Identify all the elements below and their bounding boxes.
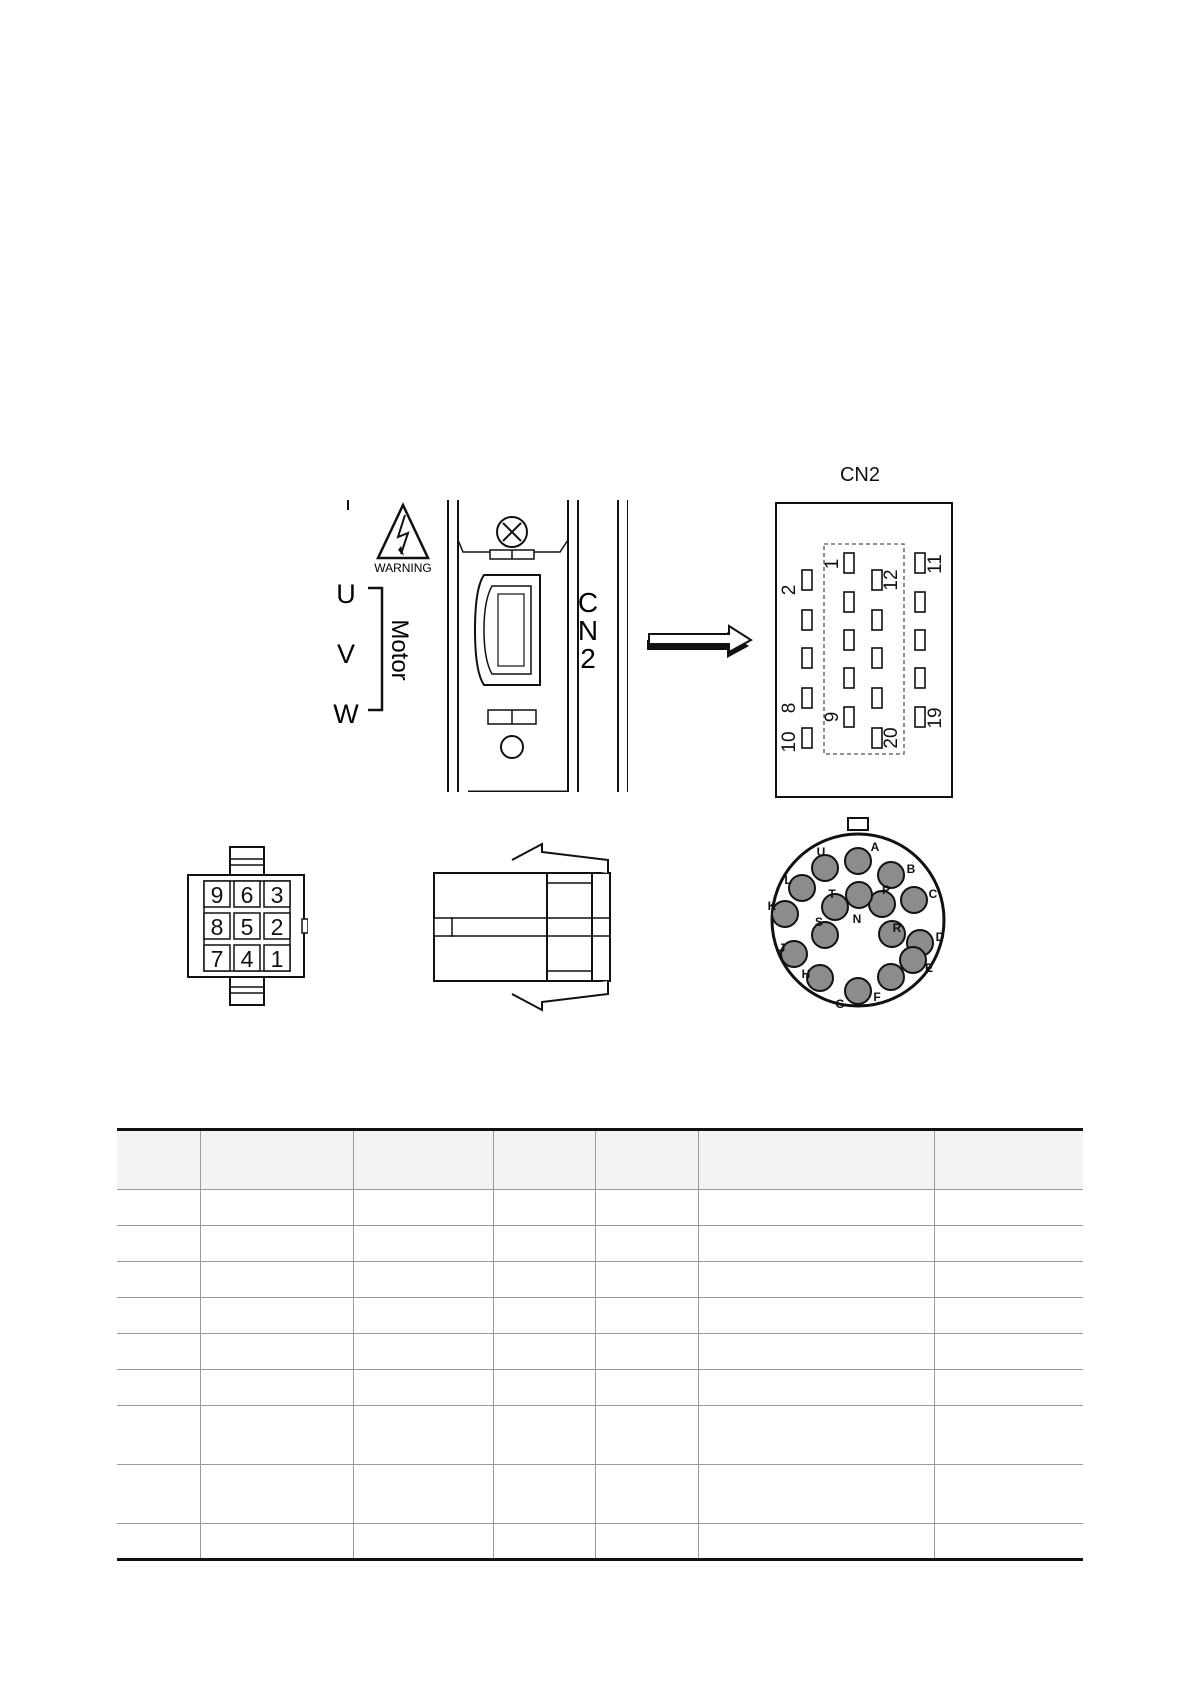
table-cell (200, 1406, 353, 1465)
table-header-cell (934, 1130, 1083, 1190)
table-cell (595, 1524, 698, 1560)
circular-connector (764, 816, 954, 1010)
table-cell (353, 1406, 493, 1465)
arrow-right-icon (645, 616, 755, 670)
circular-pin-label: J (778, 941, 786, 955)
circular-pin-c (901, 887, 927, 913)
table-cell (493, 1226, 595, 1262)
table-cell (117, 1226, 200, 1262)
table-cell (200, 1190, 353, 1226)
terminal-u-label: U (336, 579, 356, 609)
table-cell (698, 1370, 934, 1406)
table-cell (698, 1190, 934, 1226)
cn2-pin-12-label: 12 (881, 569, 902, 591)
table-cell (117, 1370, 200, 1406)
table-cell (200, 1226, 353, 1262)
table-cell (117, 1298, 200, 1334)
circular-pin-label: E (924, 961, 934, 975)
table-cell (493, 1298, 595, 1334)
table-cell (595, 1406, 698, 1465)
table-row (117, 1226, 1083, 1262)
cn2-letter-n: N (577, 615, 599, 646)
table-cell (934, 1190, 1083, 1226)
circular-pin-label: P (881, 883, 891, 897)
plug-pin-8: 8 (210, 914, 224, 940)
table-row (117, 1370, 1083, 1406)
plug-pin-4: 4 (240, 946, 254, 972)
cn2-letter-c: C (577, 587, 599, 618)
table-header-cell (200, 1130, 353, 1190)
power-plug-side-view (432, 838, 618, 1012)
circular-pin-label: N (852, 912, 862, 926)
circular-pin-label: T (828, 887, 836, 901)
table-row (117, 1262, 1083, 1298)
table-row (117, 1406, 1083, 1465)
cn2-pin-9-label: 9 (822, 711, 843, 723)
table-row (117, 1524, 1083, 1560)
lower-latch (468, 710, 568, 792)
circular-pin-label: F (873, 990, 881, 1004)
table-row (117, 1465, 1083, 1524)
table-cell (934, 1298, 1083, 1334)
table-cell (595, 1334, 698, 1370)
table-row (117, 1190, 1083, 1226)
cn2-pin-19-label: 19 (925, 707, 946, 729)
screw-icon (490, 517, 534, 559)
table-cell (117, 1190, 200, 1226)
warning-triangle-icon (378, 505, 428, 558)
table-cell (200, 1334, 353, 1370)
table-cell (595, 1298, 698, 1334)
table-cell (493, 1465, 595, 1524)
circular-pin-f (878, 964, 904, 990)
table-cell (698, 1524, 934, 1560)
table-cell (493, 1262, 595, 1298)
terminal-v-label: V (336, 639, 356, 669)
circular-pin-label: D (935, 930, 945, 944)
circular-pin-label: L (784, 873, 792, 887)
table-cell (353, 1226, 493, 1262)
motor-label: Motor (386, 619, 413, 681)
circular-pin-label: H (801, 967, 811, 981)
table-cell (698, 1406, 934, 1465)
table-cell (595, 1370, 698, 1406)
plug-pin-1: 1 (270, 946, 284, 972)
circular-pin-label: U (816, 845, 826, 859)
table-cell (117, 1465, 200, 1524)
table-row (117, 1298, 1083, 1334)
cn2-pin-10-label: 10 (779, 731, 800, 753)
table-cell (200, 1524, 353, 1560)
table-cell (353, 1298, 493, 1334)
circular-pin-h (807, 965, 833, 991)
table-cell (934, 1465, 1083, 1524)
table-cell (353, 1370, 493, 1406)
table-cell (117, 1406, 200, 1465)
table-cell (698, 1298, 934, 1334)
circular-pin-label: K (767, 899, 777, 913)
circular-pin-label: S (814, 915, 824, 929)
table-cell (595, 1262, 698, 1298)
table-cell (698, 1334, 934, 1370)
table-cell (117, 1262, 200, 1298)
table-header-cell (595, 1130, 698, 1190)
cn2-pin-20-label: 20 (881, 727, 902, 749)
table-cell (353, 1334, 493, 1370)
table-cell (934, 1262, 1083, 1298)
cn2-pin-11-label: 11 (925, 554, 946, 574)
circular-pin-label: G (835, 997, 845, 1010)
table-header-cell (353, 1130, 493, 1190)
cn2-socket (475, 575, 540, 685)
terminal-w-label: W (333, 699, 359, 729)
circular-pin-label: C (928, 887, 938, 901)
pin-table (117, 1128, 1083, 1561)
circular-pin-l (789, 875, 815, 901)
plug-pin-6: 6 (240, 882, 254, 908)
cn2-pinout-title: CN2 (839, 464, 880, 486)
table-cell (353, 1465, 493, 1524)
circular-pin-label: R (892, 921, 902, 935)
circular-pin-label: A (870, 840, 880, 854)
cn2-pin-2-label: 2 (779, 584, 800, 596)
circular-pin-e (900, 947, 926, 973)
table-cell (698, 1226, 934, 1262)
table-cell (493, 1334, 595, 1370)
table-cell (353, 1262, 493, 1298)
warning-label: WARNING (374, 561, 432, 575)
table-header-row (117, 1130, 1083, 1190)
table-header-cell (493, 1130, 595, 1190)
table-cell (493, 1524, 595, 1560)
table-cell (493, 1406, 595, 1465)
power-plug-front-view (186, 845, 308, 1007)
table-cell (595, 1190, 698, 1226)
plug-pin-9: 9 (210, 882, 224, 908)
table-cell (595, 1226, 698, 1262)
cn2-pin-1-label: 1 (822, 558, 843, 570)
table-cell (493, 1370, 595, 1406)
table-cell (698, 1262, 934, 1298)
table-cell (698, 1465, 934, 1524)
cn2-digit-2: 2 (580, 643, 596, 674)
table-cell (200, 1465, 353, 1524)
table-cell (934, 1334, 1083, 1370)
table-cell (117, 1334, 200, 1370)
plug-pin-5: 5 (240, 914, 254, 940)
table-cell (934, 1226, 1083, 1262)
circular-pin-label: B (906, 862, 916, 876)
plug-pin-3: 3 (270, 882, 284, 908)
circular-pin-a (845, 848, 871, 874)
table-cell (493, 1190, 595, 1226)
table-cell (353, 1190, 493, 1226)
drive-panel-figure (328, 500, 628, 792)
table-cell (200, 1370, 353, 1406)
table-cell (353, 1524, 493, 1560)
table-cell (934, 1370, 1083, 1406)
cn2-pin-8-label: 8 (779, 702, 800, 714)
table-cell (200, 1298, 353, 1334)
plug-pin-2: 2 (270, 914, 284, 940)
table-cell (595, 1465, 698, 1524)
circular-pin-g (845, 978, 871, 1004)
table-header-cell (117, 1130, 200, 1190)
cn2-pinout-diagram (775, 502, 953, 798)
plug-pin-7: 7 (210, 946, 224, 972)
table-header-cell (698, 1130, 934, 1190)
table-cell (934, 1524, 1083, 1560)
table-cell (200, 1262, 353, 1298)
circular-pin-n (846, 882, 872, 908)
table-cell (934, 1406, 1083, 1465)
table-cell (117, 1524, 200, 1560)
motor-bracket (368, 588, 382, 710)
table-row (117, 1334, 1083, 1370)
